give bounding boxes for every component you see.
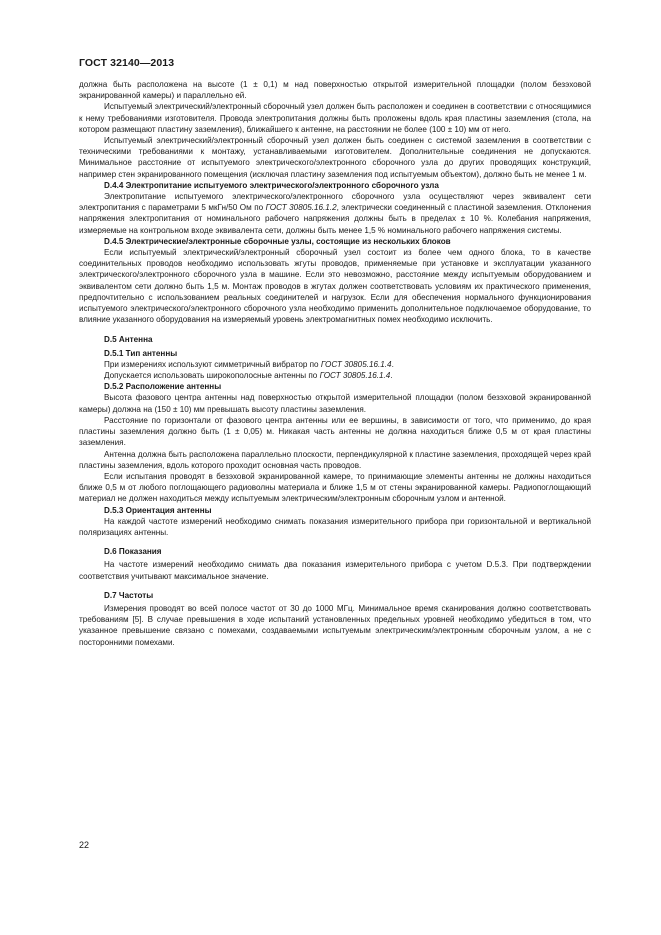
heading-d-4-5: D.4.5 Электрические/электронные сборочные узлы, состоящие из нескольких блоков: [104, 236, 451, 246]
paragraph-antenna-type-text: При измерениях используют симметричный вибратор по: [104, 359, 321, 369]
paragraph-antenna-distance: Расстояние по горизонтали от фазового центра антенны или ее вершины, в зависимости от того, что применимо, до края пластины заземления должно быть (1 ± 0,05) м. Никакая часть антенны не должна находиться ближе 0,5 м от края пластины заземления.: [79, 415, 591, 448]
section-d-7: D.7 Частоты: [104, 590, 154, 600]
paragraph-power-supply-part2: , электрически соединенный с пластиной заземления. Отклонения напряжения электропитания от номинального рабочего напряжения должны быть в пределах ± 10 %. Колебания напряжения, измеряемые на контрольном входе эквивалента сети, должны быть менее 1,5 % номинального рабочего напряжения системы.: [79, 203, 591, 235]
heading-d-4-4: D.4.4 Электропитание испытуемого электрического/электронного сборочного узла: [104, 180, 439, 190]
standard-reference-16-1-4-b: ГОСТ 30805.16.1.4: [319, 371, 391, 381]
paragraph-broadband-antenna-end: .: [390, 371, 393, 381]
section-d-6: D.6 Показания: [104, 547, 162, 557]
document-body: [79, 79, 591, 648]
standard-reference-16-1-4: ГОСТ 30805.16.1.4: [320, 359, 392, 369]
paragraph-frequencies: Измерения проводят во всей полосе частот от 30 до 1000 МГц. Минимальное время сканирования должно соответствовать требованиям [5]. В случае превышения в ходе испытаний установленных предельных уровней необходимо убедиться в том, что указанное превышение связано с помехами, создаваемыми испытуемым электрическим/электронным сборочным узлом, а не с посторонними помехами.: [79, 603, 591, 647]
page-number: 22: [79, 840, 90, 850]
heading-d-5-1: D.5.1 Тип антенны: [104, 348, 178, 358]
standard-reference-16-1-2: ГОСТ 30805.16.1.2: [265, 203, 337, 213]
paragraph-broadband-antenna: [79, 370, 591, 381]
paragraph-anechoic-chamber: Если испытания проводят в безэховой экранированной камере, то принимающие элементы антенны не должны находиться ближе 0,5 м от любого поглощающего радиоволны материала и ближе 1,5 м от стены экранированной камеры. Радиопоглощающий материал не должен находиться между испытуемым электрическим/электронным сборочным узлом и антенной.: [79, 471, 591, 504]
section-d-5: D.5 Антенна: [104, 335, 153, 345]
paragraph-broadband-antenna-text: Допускается использовать широкополосные антенны по: [104, 371, 320, 381]
heading-d-5-3: D.5.3 Ориентация антенны: [104, 505, 212, 515]
paragraph-polarization: На каждой частоте измерений необходимо снимать показания измерительного прибора при горизонтальной и вертикальной поляризациях антенны.: [79, 516, 591, 537]
paragraph-multi-block: Если испытуемый электрический/электронный сборочный узел состоит из более чем одного блока, то в качестве соединительных проводов необходимо использовать жгуты проводов, применяемые при установке и эксплуатации указанного электрического/электронного сборочного узла в машине. Если это невозможно, расстояние между испытуемым оборудованием и эквивалентом сети должно быть 1,5 м. Монтаж проводов в жгутах должен соответствовать условиям их практического применения, предпочтительно с использованием реальных соединителей и нагрузок. Если для обеспечения нормального функционирования испытуемого электрического/электронного сборочного узла необходимо применить дополнительное подключаемое оборудование, то влияние указанного оборудования на измеряемый уровень электромагнитных помех необходимо исключить.: [79, 248, 591, 325]
paragraph-readings: На частоте измерений необходимо снимать два показания измерительного прибора с учетом D.5.3. При подтверждении соответствия учитывают максимальное значение.: [79, 560, 591, 581]
document-header: ГОСТ 32140—2013: [79, 57, 175, 69]
paragraph-antenna-type: [79, 359, 591, 370]
paragraph-power-supply-part1: Электропитание испытуемого электрического/электронного сборочного узла осуществляют через эквивалент сети электропитания с параметрами 5 мкГн/50 Ом по: [79, 192, 591, 213]
paragraph-antenna-type-end: .: [391, 359, 394, 369]
paragraph-antenna-orientation-plane: Антенна должна быть расположена параллельно плоскости, перпендикулярной к пластине заземления, проходящей через край пластины заземления, вдоль которого проходит основная часть проводов.: [79, 449, 591, 470]
paragraph-power-supply: [79, 191, 591, 236]
paragraph-dut-placement: Испытуемый электрический/электронный сборочный узел должен быть расположен и соединен в соответствии с относящимися к нему требованиями изготовителя. Провода электропитания должны быть проложены вдоль края пластины заземления (стола, на котором размещают пластину заземления), ближайшего к антенне, на расстоянии не более (100 ± 10) мм от него.: [79, 102, 591, 134]
heading-d-5-2: D.5.2 Расположение антенны: [104, 382, 222, 392]
paragraph-antenna-height: Высота фазового центра антенны над поверхностью открытой измерительной площадки (полом безэховой экранированной камеры) должна на (150 ± 10) мм превышать высоту пластины заземления.: [79, 393, 591, 414]
continuation-paragraph: должна быть расположена на высоте (1 ± 0,1) м над поверхностью открытой измерительной площадки (полом безэховой экранированной камеры) и параллельно ей.: [79, 80, 591, 101]
paragraph-dut-grounding: Испытуемый электрический/электронный сборочный узел должен быть соединен с системой заземления в соответствии с техническими требованиями к монтажу, устанавливаемыми изготовителем. Дополнительные соединения не допускаются. Минимальное расстояние от испытуемого электрического/электронного сборочного узла до других проводящих конструкций, например стен экранированного помещения (исключая пластину заземления под испытуемым объектом), должно быть не менее 1 м.: [79, 136, 591, 179]
